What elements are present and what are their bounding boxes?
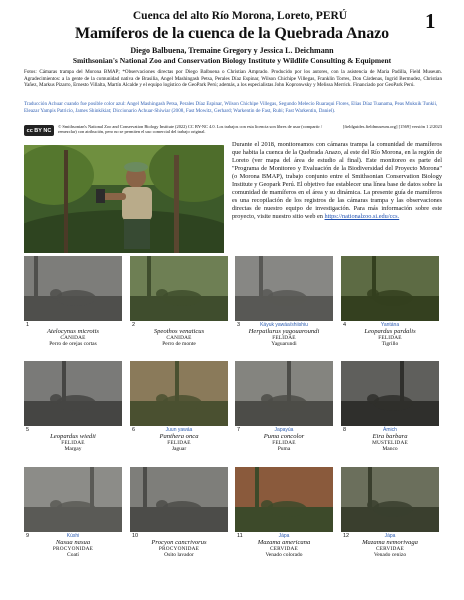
- species-photo: [24, 361, 122, 426]
- intro-paragraph: [232, 141, 442, 221]
- species-number: 5: [26, 427, 30, 433]
- species-photo: [235, 256, 333, 321]
- species-card: [341, 467, 439, 559]
- license-text: © Smithsonian's National Zoo and Conservation Biology Institute (2022) CC BY-NC 4.0. Los trabajos con esta licencia son libres de usar (compartir / remezclar) con atribución, pero no se permiten el uso comercial del trabajo original.: [58, 124, 323, 135]
- species-common-name: Manco: [382, 446, 398, 453]
- species-card: [341, 256, 439, 348]
- species-scientific-name: Mazama americana: [257, 539, 311, 546]
- species-family: CANIDAE: [60, 335, 86, 342]
- page-title: Mamíferos de la cuenca de la Quebrada Anazo: [74, 25, 390, 42]
- species-local-name: Yantána: [380, 322, 400, 328]
- species-local-name: Ámich: [383, 427, 397, 433]
- species-common-name: Tigrillo: [381, 341, 399, 348]
- species-scientific-name: Herpailurus yagouaroundi: [248, 328, 320, 335]
- species-number: 11: [237, 533, 243, 539]
- species-number: 9: [26, 533, 30, 539]
- species-family: PROCYONIDAE: [158, 546, 200, 553]
- species-common-name: Puma: [277, 446, 291, 453]
- species-scientific-name: Procyon cancrivorus: [151, 539, 207, 546]
- species-photo: [341, 256, 439, 321]
- species-number: 6: [132, 427, 136, 433]
- species-card: [24, 361, 122, 453]
- species-number: 12: [343, 533, 350, 539]
- species-family: CERVIDAE: [270, 546, 298, 553]
- species-local-name: Kúshi: [66, 533, 80, 539]
- species-photo: [235, 361, 333, 426]
- species-family: CERVIDAE: [376, 546, 404, 553]
- species-family: FELIDAE: [167, 440, 191, 447]
- species-local-name: Juun yawáa: [165, 427, 193, 433]
- species-number: 2: [132, 322, 136, 328]
- species-card: [130, 361, 228, 453]
- species-family: FELIDAE: [378, 335, 402, 342]
- species-scientific-name: Leopardus wiedii: [50, 433, 96, 440]
- species-scientific-name: Nasua nasua: [55, 539, 91, 546]
- authors: Diego Balbuena, Tremaine Gregory y Jessica L. Deichmann: [130, 46, 334, 55]
- species-scientific-name: Speothos venaticus: [153, 328, 205, 335]
- species-photo: [341, 361, 439, 426]
- species-common-name: Yaguarundi: [271, 341, 297, 348]
- species-common-name: Coatí: [67, 552, 79, 559]
- species-card: [341, 361, 439, 453]
- species-scientific-name: Panthera onca: [159, 433, 199, 440]
- region-subtitle: Cuenca del alto Río Morona, Loreto, PERÚ: [132, 10, 348, 22]
- species-local-name: Japayúa: [274, 427, 294, 433]
- translation-credits: Traducción Achuar cuando fue posible color azul: Angel Mashingash Petsa, Perales Díaz Espinar, Wilson Chichipe Villegas, Segundo Melecio Ruaraqui Flores, Elias Díaz Tuanama, Peas Mukuik Tunkii, Eleazar Yampis Patricio, James Shinkikiat; Diccionario Achuar-Shiwiar (2008, Fast Mowitz, Gerhard; Warkentin de Fast, Rubi; Fast Warkentin, Daniel).: [24, 101, 438, 114]
- species-common-name: Perro de orejas cortas: [49, 341, 97, 348]
- species-card: [235, 467, 333, 559]
- species-scientific-name: Puma concolor: [263, 433, 305, 440]
- species-card: [24, 467, 122, 559]
- species-family: PROCYONIDAE: [52, 546, 94, 553]
- species-scientific-name: Mazama nemorivaga: [362, 539, 418, 546]
- project-website-link[interactable]: https://nationalzoo.si.edu/ccs.: [324, 213, 400, 220]
- species-scientific-name: Atelocynus microtis: [47, 328, 99, 335]
- license-block: [24, 124, 324, 142]
- species-number: 1: [26, 322, 30, 328]
- species-common-name: Perro de monte: [162, 341, 196, 348]
- species-photo: [24, 467, 122, 532]
- species-card: [235, 361, 333, 453]
- species-local-name: Jápa: [384, 533, 396, 539]
- species-common-name: Jaguar: [171, 446, 187, 453]
- species-card: [130, 256, 228, 348]
- species-local-name: Jápa: [278, 533, 290, 539]
- species-family: MUSTELIDAE: [372, 440, 408, 447]
- species-number: 8: [343, 427, 347, 433]
- species-scientific-name: Leopardus pardalis: [364, 328, 416, 335]
- guide-reference: [fieldguides.fieldmuseum.org] [1569] versión 1 2/2023: [342, 124, 442, 129]
- species-family: FELIDAE: [272, 335, 296, 342]
- species-family: FELIDAE: [61, 440, 85, 447]
- species-family: FELIDAE: [272, 440, 296, 447]
- species-number: 4: [343, 322, 347, 328]
- species-family: CANIDAE: [166, 335, 192, 342]
- species-common-name: Venado colorado: [265, 552, 303, 559]
- species-photo: [24, 256, 122, 321]
- species-photo: [341, 467, 439, 532]
- species-photo: [235, 467, 333, 532]
- photo-credits: Fotos: Cámaras trampa del Morona BMAP; *Observaciones directas por Diego Balbuena o Christian Amprado. Producido por los autores, con la asistencia de Maria Padilla, Field Museum. Agradecimientos: a la gente de la comunidad nativa de Brasilia, Angel Mashingash Petsa, Perales Díaz Espinar, Wilson Chichipe Villegas, Franklin Torres, Don Cárdenas, Ingrid Bermudez, Christian Yañez, Markus Pizarro, Ernesto Villalta, Martín Alcalde y el equipo logístico de GeoPark Perú; además, a los especialistas John Kopronwsky y Melissa Merrick. Financiado por GeoPark Perú.: [24, 69, 442, 89]
- species-card: [130, 467, 228, 559]
- species-card: [24, 256, 122, 348]
- species-photo: [130, 467, 228, 532]
- page-number: 1: [425, 9, 436, 33]
- species-scientific-name: Eira barbara: [372, 433, 408, 440]
- species-common-name: Osito lavador: [164, 552, 194, 559]
- intro-text: Durante el 2018, monitoreamos con cámaras trampa la comunidad de mamíferos que habita la cuenca de la Quebrada Anazo, al este del Río Morona, en la región de Loreto (ver mapa del área de estudio al final). Este monitoreo es parte del "Programa de Monitoreo y Evaluación de la Biodiversidad del Proyecto Morona" (o Morona BMAP), trabajo conjunto entre el Smithsonian Conservation Biology Institute y Geopark Perú. El objetivo fue establecer una línea base de datos sobre la comunidad de mamíferos en el área y su dinámica. La presente guía de mamíferos es una recopilación de los registros de las cámaras trampa y las observaciones directas de nuestro equipo de investigación. Para más información sobre este proyecto, visite nuestro sitio web en: [232, 141, 442, 220]
- species-photo: [130, 361, 228, 426]
- species-card: [235, 256, 333, 348]
- species-common-name: Margay: [64, 446, 82, 453]
- species-number: 10: [132, 533, 139, 539]
- species-local-name: Káyuk yawáa/shiishiu: [260, 322, 308, 328]
- species-number: 7: [237, 427, 241, 433]
- hero-photo: [24, 145, 224, 253]
- institution: Smithsonian's National Zoo and Conservation Biology Institute y Wildlife Consulting & Equipment: [72, 56, 392, 65]
- species-photo: [130, 256, 228, 321]
- species-number: 3: [237, 322, 241, 328]
- species-common-name: Venado cenizo: [373, 552, 407, 559]
- cc-license-icon: cc BY NC: [24, 125, 54, 136]
